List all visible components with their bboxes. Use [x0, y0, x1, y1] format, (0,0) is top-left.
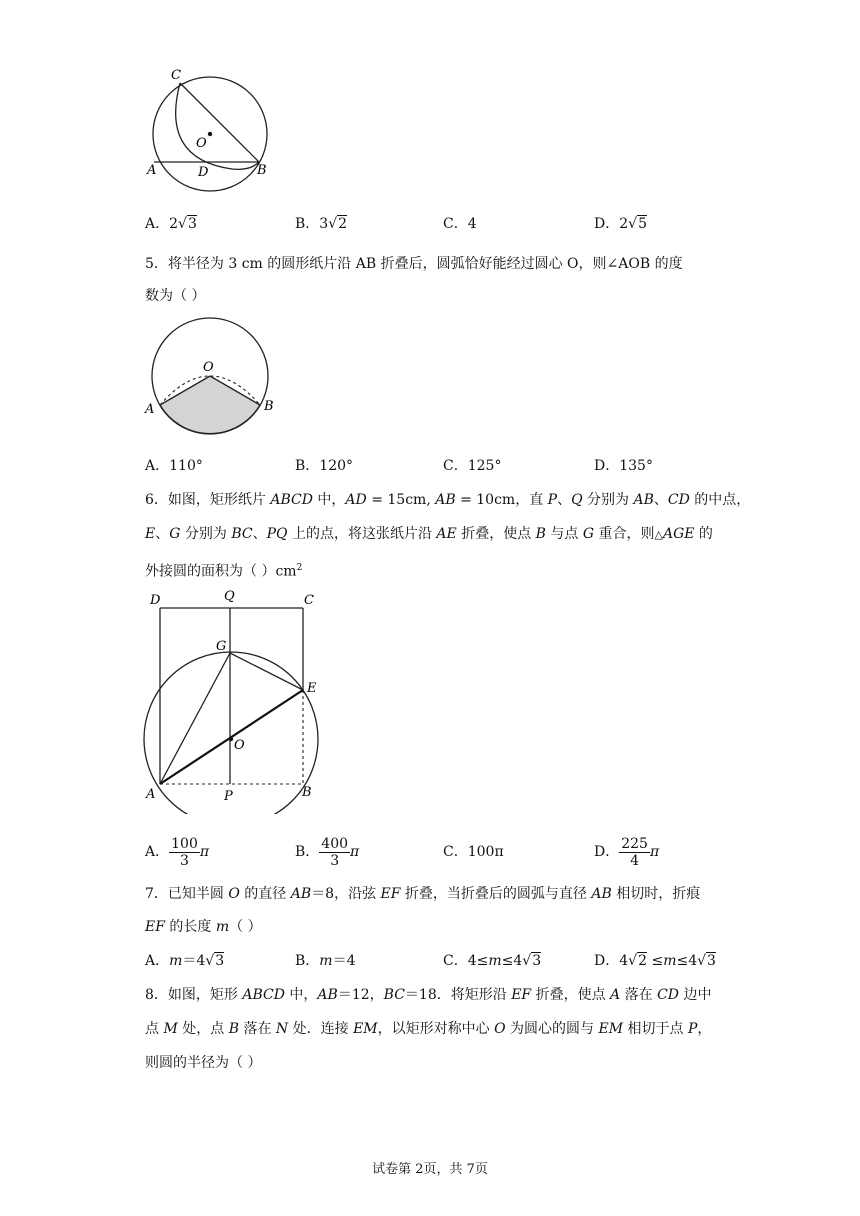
q7-option-d: D．4√2 ≤m≤4√3 [594, 953, 716, 969]
q6-segment-ag [160, 653, 230, 784]
text-run: 与点 [545, 526, 583, 542]
option-letter: A． [145, 953, 170, 969]
q4-chord-cb [180, 83, 259, 162]
text-run: 、 [252, 526, 267, 542]
text-run: AB [317, 987, 338, 1003]
text-run: 的中点， [689, 492, 751, 508]
option-letter: D． [594, 216, 620, 232]
text-run: AGE [662, 526, 695, 542]
text-run: 点 [145, 1021, 164, 1037]
q4-option-a: A．2√3 [145, 216, 197, 232]
text-run: 7．已知半圆 [145, 886, 229, 902]
option-root: 3 [707, 953, 716, 969]
text-run: m [215, 919, 230, 935]
text-run: ，以矩形对称中心 [377, 1021, 495, 1037]
text-run: A [610, 987, 621, 1003]
text-run: ABCD [270, 492, 313, 508]
q5-figure [140, 312, 280, 442]
text-run: m [169, 953, 183, 969]
text-run: 折叠，当折叠后的圆弧与直径 [400, 886, 592, 902]
q5-option-d [594, 456, 653, 476]
q4-label-a: A [147, 163, 157, 178]
text-run: AB [591, 886, 612, 902]
q7-text-line-1 [145, 884, 700, 904]
text-run: 分别为 [582, 492, 634, 508]
text-run: B [535, 526, 546, 542]
text-run: 的长度 [164, 919, 216, 935]
text-run: ， [697, 1021, 712, 1037]
q4-option-c [443, 214, 477, 234]
text-run: 、 [653, 492, 668, 508]
text-run: G [169, 526, 181, 542]
q6-option-c [443, 842, 504, 862]
fraction-numerator: 400 [321, 835, 349, 852]
text-run: AD [345, 492, 367, 508]
q4-label-b: B [257, 163, 267, 178]
option-coef: 2 [169, 216, 179, 232]
text-run: EM [353, 1021, 378, 1037]
option-fraction [169, 836, 200, 869]
option-text: 100π [467, 844, 504, 860]
q8-text-line-3: 则圆的半径为（ ） [145, 1055, 262, 1071]
text-run: ＝8，沿弦 [311, 886, 381, 902]
text-run: EF [380, 886, 401, 902]
text-run: EM [598, 1021, 624, 1037]
q4-label-d: D [198, 165, 209, 180]
q6-label-d: D [150, 593, 161, 608]
option-text: 125° [467, 458, 502, 474]
q4-option-d: D．2√5 [594, 216, 647, 232]
q7-option-c: C．4≤m≤4√3 [443, 953, 542, 969]
text-run: AB [290, 886, 312, 902]
q6-text-line-1 [145, 490, 750, 510]
q6-label-p: P [224, 789, 233, 804]
text-run: 的直径 [239, 886, 291, 902]
option-letter: C． [443, 458, 468, 474]
q4-option-b: B．3√2 [295, 216, 348, 232]
pi-symbol: π [649, 844, 660, 860]
option-letter: A． [145, 458, 170, 474]
text-run: N [275, 1021, 289, 1037]
text-run: E [145, 526, 156, 542]
option-letter: D． [594, 953, 620, 969]
text-run: BC [383, 987, 405, 1003]
text-run: PQ [266, 526, 288, 542]
text-run: ＝18．将矩形沿 [404, 987, 512, 1003]
text-run: 边中 [679, 987, 712, 1003]
text-run: 上的点，将这张纸片沿 [287, 526, 437, 542]
option-letter: B． [295, 844, 320, 860]
q5-label-o: O [203, 360, 214, 375]
text-run: EF [511, 987, 532, 1003]
text-run: EF [145, 919, 165, 935]
text-run: 处．连接 [288, 1021, 354, 1037]
q5-label-a: A [145, 402, 155, 417]
q5-text-line-1: 5．将半径为 3 cm 的圆形纸片沿 AB 折叠后，圆弧恰好能经过圆心 O，则∠AOB 的度 [145, 256, 683, 272]
q6-label-e: E [307, 681, 317, 696]
q5-text-line-2: 数为（ ） [145, 288, 206, 304]
q4-center-dot [208, 132, 212, 136]
text-run: AB [633, 492, 654, 508]
text-run: ABCD [242, 987, 285, 1003]
q5-option-a [145, 456, 203, 476]
superscript: 2 [296, 563, 303, 573]
option-letter: B． [295, 953, 320, 969]
text-run: B [228, 1021, 239, 1037]
text-run: （ ） [229, 919, 262, 935]
text-run: 外接圆的面积为（ ）cm [145, 563, 297, 580]
q7-option-b [295, 951, 356, 971]
fraction-numerator: 225 [621, 835, 648, 852]
option-letter: B． [295, 458, 320, 474]
pi-symbol: π [350, 844, 360, 860]
option-root: 3 [187, 216, 197, 232]
text-run: 重合，则 [594, 526, 655, 542]
option-coef: 3 [319, 216, 329, 232]
fraction-numerator: 100 [171, 835, 198, 852]
text-run: ≤4 [676, 953, 698, 969]
q5-label-b: B [264, 399, 274, 414]
page-footer: 试卷第 2页，共 7页 [372, 1162, 488, 1177]
pi-symbol: π [199, 844, 210, 860]
text-run: CD [657, 987, 679, 1003]
text-run: m [663, 953, 677, 969]
option-root: 2 [338, 216, 348, 232]
option-text: 110° [169, 458, 203, 474]
text-run: G [582, 526, 595, 542]
option-letter: C． [443, 953, 468, 969]
q6-text-line-3 [145, 558, 302, 582]
option-letter: A． [145, 216, 170, 232]
text-run: ＝4 [182, 953, 206, 969]
text-run: P [687, 1021, 698, 1037]
text-run: 、 [557, 492, 572, 508]
option-fraction [619, 836, 650, 869]
text-run: CD [667, 492, 690, 508]
q6-text-line-2 [145, 524, 713, 545]
text-run: m [488, 953, 502, 969]
text-run: 折叠，使点 [456, 526, 536, 542]
q4-folded-arc [176, 83, 259, 169]
text-run: ≤ [647, 953, 664, 969]
text-run: 相切于点 [623, 1021, 688, 1037]
q7-text-line-2 [145, 917, 262, 937]
text-run: O [494, 1021, 506, 1037]
text-run: 分别为 [180, 526, 232, 542]
option-letter: D． [594, 844, 620, 860]
option-letter: A． [145, 844, 170, 860]
option-coef: 2 [619, 216, 629, 232]
q8-text-line-2 [145, 1019, 711, 1039]
q5-option-c [443, 456, 501, 476]
q6-option-b [295, 834, 359, 870]
q5-shaded-segment [160, 405, 260, 434]
q4-label-c: C [171, 68, 181, 83]
text-run: 相切时，折痕 [611, 886, 701, 902]
text-run: 落在 [239, 1021, 276, 1037]
q4-figure [140, 64, 280, 194]
text-run: 4≤ [467, 953, 489, 969]
text-run: 折叠，使点 [531, 987, 611, 1003]
text-run: m [319, 953, 333, 969]
text-run: 的 [694, 526, 713, 542]
fraction-denominator: 3 [180, 852, 189, 869]
fraction-denominator: 4 [630, 852, 640, 869]
text-run: BC [231, 526, 253, 542]
q5-option-b [295, 456, 353, 476]
q6-center-dot [229, 737, 233, 741]
option-letter: B． [295, 216, 320, 232]
option-text: 4 [467, 216, 477, 232]
text-run: M [163, 1021, 178, 1037]
q6-label-o: O [234, 738, 245, 753]
option-letter: D． [594, 458, 620, 474]
text-run: O [228, 886, 240, 902]
option-letter: C． [443, 216, 468, 232]
option-text: 120° [319, 458, 354, 474]
text-run: 8．如图，矩形 [145, 987, 243, 1003]
text-run: 落在 [620, 987, 658, 1003]
q6-figure [140, 584, 330, 814]
q6-label-g: G [216, 639, 227, 654]
text-run: ＝4 [332, 953, 356, 969]
q7-option-a: A．m＝4√3 [145, 953, 225, 969]
q8-text-line-1 [145, 985, 711, 1005]
option-fraction [319, 836, 350, 869]
option-root: 5 [638, 216, 647, 232]
text-run: 6．如图，矩形纸片 [145, 492, 271, 508]
q4-label-o: O [196, 136, 207, 151]
q6-label-q: Q [224, 589, 235, 604]
q6-label-b: B [302, 785, 312, 800]
text-run: 、 [155, 526, 170, 542]
option-text: 135° [619, 458, 653, 474]
text-run: = 15cm, [366, 492, 436, 508]
option-root: 2 [638, 953, 647, 969]
text-run: ＝12， [337, 987, 384, 1003]
text-run: 中， [312, 492, 346, 508]
q6-segment-ge [230, 653, 303, 690]
text-run: = 10cm，直 [455, 492, 548, 508]
option-root: 3 [532, 953, 542, 969]
q6-label-c: C [304, 593, 314, 608]
option-root: 3 [215, 953, 225, 969]
text-run: 处，点 [177, 1021, 229, 1037]
text-run: Q [571, 492, 583, 508]
text-run: P [547, 492, 558, 508]
text-run: 4 [619, 953, 629, 969]
q6-label-a: A [146, 787, 156, 802]
text-run: 中， [284, 987, 318, 1003]
text-run: ≤4 [501, 953, 523, 969]
text-run: AE [436, 526, 457, 542]
q6-option-a [145, 834, 209, 870]
text-run: AB [435, 492, 456, 508]
text-run: △ [654, 528, 663, 541]
option-letter: C． [443, 844, 468, 860]
fraction-denominator: 3 [330, 852, 340, 869]
q6-option-d [594, 834, 659, 870]
text-run: 为圆心的圆与 [505, 1021, 599, 1037]
